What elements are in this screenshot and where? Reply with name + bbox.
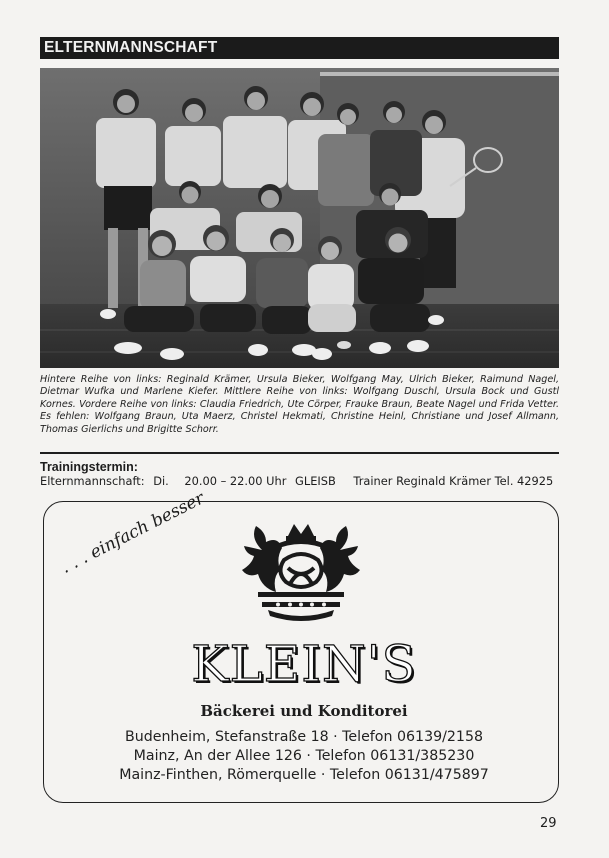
- address-line: Mainz-Finthen, Römerquelle · Telefon 06131/475897: [119, 767, 489, 783]
- section-title: ELTERNMANNSCHAFT: [40, 37, 559, 59]
- team-photo: [40, 68, 559, 368]
- bakery-crest-logo: [232, 518, 370, 628]
- training-trainer: Trainer Reginald Krämer Tel. 42925: [353, 474, 554, 488]
- address-line: Mainz, An der Allee 126 · Telefon 06131/385230: [133, 748, 475, 764]
- divider: [40, 452, 559, 454]
- bakery-addresses: [100, 728, 508, 785]
- bakery-brand-name: KLEIN'S: [191, 635, 417, 693]
- training-schedule: [40, 474, 559, 488]
- training-place: GLEISB: [295, 474, 336, 488]
- page-number: 29: [540, 816, 557, 831]
- address-line: Budenheim, Stefanstraße 18 · Telefon 06139/2158: [124, 729, 484, 745]
- training-day: Di.: [153, 474, 169, 488]
- training-time: 20.00 – 22.00 Uhr: [184, 474, 287, 488]
- photo-caption: Hintere Reihe von links: Reginald Krämer, Ursula Bieker, Wolfgang May, Ulrich Bieker, Raimund Nagel, Dietmar Wufka und Marlene Kiefer. Mittlere Reihe von links: Wolfgang Duschl, Ursula Bock und Gustl Kornes. Vordere Reihe von links: Claudia Friedrich, Ute Cörper, Frauke Braun, Beate Nagel und Frida Vetter. Es fehlen: Wolfgang Braun, Uta Maerz, Christel Hekmati, Christine Heinl, Christiane und Josef Allmann, Thomas Gierlichs und Brigitte Schorr.: [40, 374, 559, 435]
- training-team: Elternmannschaft:: [40, 474, 145, 488]
- ad-slogan: . . . einfach besser: [58, 488, 208, 578]
- bakery-tagline: Bäckerei und Konditorei: [200, 702, 408, 720]
- training-title: Trainingstermin:: [40, 460, 138, 474]
